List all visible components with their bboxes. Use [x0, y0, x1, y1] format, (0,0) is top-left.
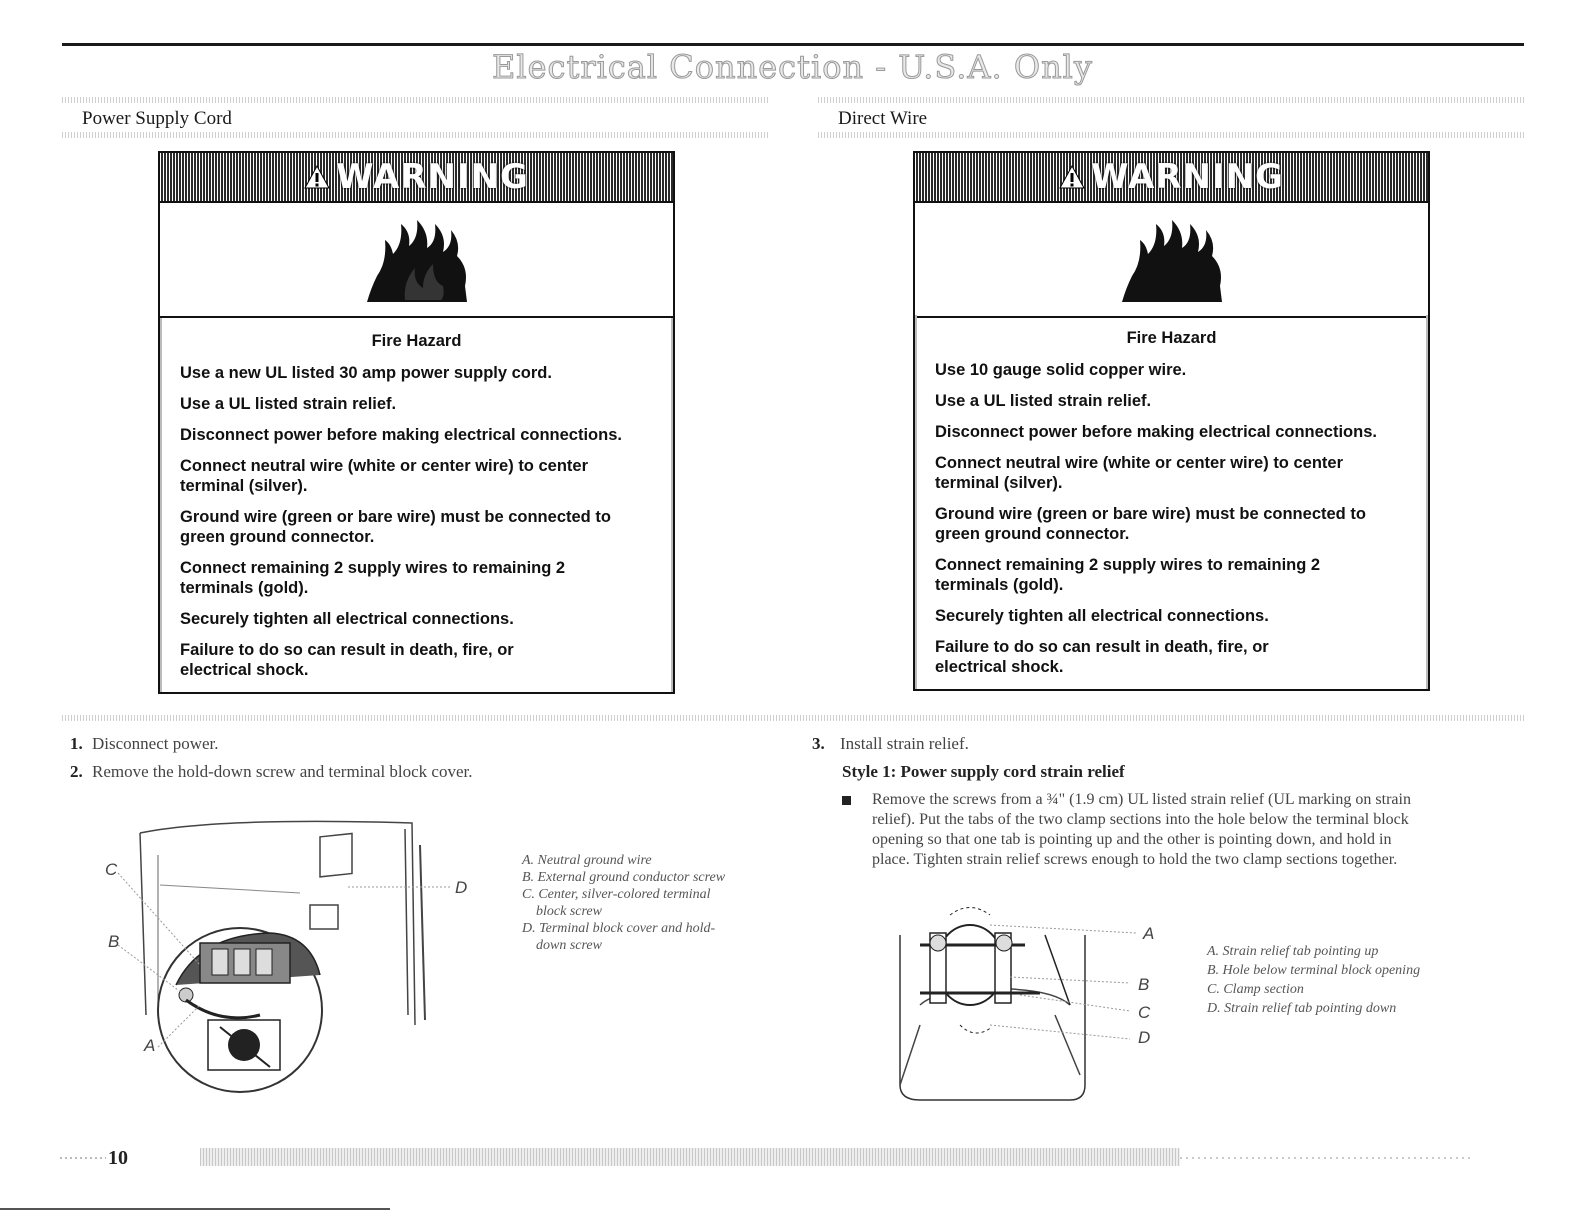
step-number: 3.	[812, 734, 825, 753]
legend-item: A. Strain relief tab pointing up	[1207, 944, 1379, 959]
legend-item: C. Center, silver-colored terminal	[522, 887, 711, 902]
warning-body	[915, 315, 1428, 689]
instruction-line: place. Tighten strain relief screws enough to hold the two clamp sections together.	[872, 851, 1398, 868]
warning-line: Use 10 gauge solid copper wire.	[935, 361, 1187, 379]
footer-dots	[60, 1157, 106, 1159]
warning-line: Failure to do so can result in death, fire, or electrical shock.	[180, 641, 514, 679]
style-1-title: Style 1: Power supply cord strain relief	[842, 762, 1125, 781]
warning-line: Use a UL listed strain relief.	[180, 395, 397, 413]
legend-item: A. Neutral ground wire	[522, 853, 652, 868]
legend-item: C. Clamp section	[1207, 982, 1304, 997]
diagram-label-d: D	[1138, 1028, 1151, 1047]
warning-line: Connect remaining 2 supply wires to remaining 2 terminals (gold).	[180, 559, 566, 597]
hazard-title: Fire Hazard	[1126, 329, 1217, 347]
fire-icon-area	[160, 203, 673, 318]
warning-box-power-cord	[158, 151, 675, 694]
footer-dots	[1180, 1157, 1470, 1159]
legend-item: down screw	[536, 938, 602, 953]
hatch-divider	[818, 132, 1524, 138]
warning-header-text: WARNING	[1091, 157, 1284, 197]
diagram-label-a: A	[1143, 924, 1155, 943]
diagram-label-b: B	[108, 932, 120, 951]
right-diagram-legend	[1207, 942, 1420, 1018]
step-number: 1.	[70, 734, 83, 753]
legend-item: block screw	[536, 904, 602, 919]
warning-line: Disconnect power before making electrical connections.	[180, 426, 622, 444]
warning-line: Securely tighten all electrical connections.	[180, 610, 514, 628]
hatch-divider	[62, 132, 770, 138]
instruction-line: Remove the screws from a ¾" (1.9 cm) UL listed strain relief (UL marking on strain	[872, 791, 1411, 808]
warning-line: Ground wire (green or bare wire) must be connected to green ground connector.	[180, 508, 611, 546]
top-rule	[62, 43, 1524, 46]
fire-icon	[1112, 216, 1232, 304]
warning-line: Connect neutral wire (white or center wire) to center terminal (silver).	[180, 457, 588, 495]
step-text: Remove the hold-down screw and terminal block cover.	[92, 762, 473, 781]
legend-item: D. Strain relief tab pointing down	[1207, 1001, 1397, 1016]
warning-triangle-icon	[1059, 165, 1085, 189]
fire-icon-area	[915, 203, 1428, 318]
bullet-icon	[842, 796, 851, 805]
hazard-title: Fire Hazard	[371, 332, 462, 350]
hatch-divider	[62, 97, 770, 103]
page-title: Electrical Connection - U.S.A. Only	[492, 48, 1093, 86]
fire-icon	[357, 216, 477, 304]
warning-header	[915, 153, 1428, 203]
warning-line: Use a new UL listed 30 amp power supply cord.	[180, 364, 552, 382]
step-text: Install strain relief.	[840, 734, 969, 753]
hatch-divider	[818, 97, 1524, 103]
warning-body	[160, 318, 673, 692]
warning-line: Connect neutral wire (white or center wire) to center terminal (silver).	[935, 454, 1343, 492]
diagram-label-d: D	[455, 878, 468, 897]
diagram-label-a: A	[144, 1036, 156, 1055]
left-diagram-legend	[522, 852, 725, 954]
instruction-line: relief). Put the tabs of the two clamp sections into the hole below the terminal block	[872, 811, 1409, 828]
warning-line: Failure to do so can result in death, fire, or electrical shock.	[935, 638, 1269, 676]
step-number: 2.	[70, 762, 83, 781]
style-1-instructions	[872, 790, 1411, 870]
section-title-direct-wire: Direct Wire	[838, 108, 928, 129]
warning-header-text: WARNING	[336, 157, 529, 197]
warning-header	[160, 153, 673, 203]
section-title-power-supply-cord: Power Supply Cord	[82, 108, 232, 129]
step-text: Disconnect power.	[92, 734, 219, 753]
footer-bar	[200, 1148, 1180, 1166]
hatch-divider	[62, 715, 1524, 721]
terminal-block-diagram	[100, 815, 480, 1115]
diagram-label-b: B	[1138, 975, 1150, 994]
legend-item: B. External ground conductor screw	[522, 870, 726, 885]
diagram-label-c: C	[105, 860, 118, 879]
diagram-label-c: C	[1138, 1003, 1151, 1022]
strain-relief-diagram	[880, 895, 1180, 1105]
instruction-line: opening so that one tab is pointing up and the other is pointing down, and hold in	[872, 831, 1392, 848]
warning-triangle-icon	[304, 165, 330, 189]
warning-line: Securely tighten all electrical connections.	[935, 607, 1269, 625]
warning-line: Disconnect power before making electrical connections.	[935, 423, 1377, 441]
legend-item: B. Hole below terminal block opening	[1207, 963, 1421, 978]
warning-line: Ground wire (green or bare wire) must be connected to green ground connector.	[935, 505, 1366, 543]
warning-line: Connect remaining 2 supply wires to remaining 2 terminals (gold).	[935, 556, 1321, 594]
warning-box-direct-wire	[913, 151, 1430, 691]
bottom-rule	[0, 1208, 390, 1210]
legend-item: D. Terminal block cover and hold-	[522, 921, 716, 936]
page-number: 10	[108, 1147, 128, 1169]
warning-line: Use a UL listed strain relief.	[935, 392, 1152, 410]
